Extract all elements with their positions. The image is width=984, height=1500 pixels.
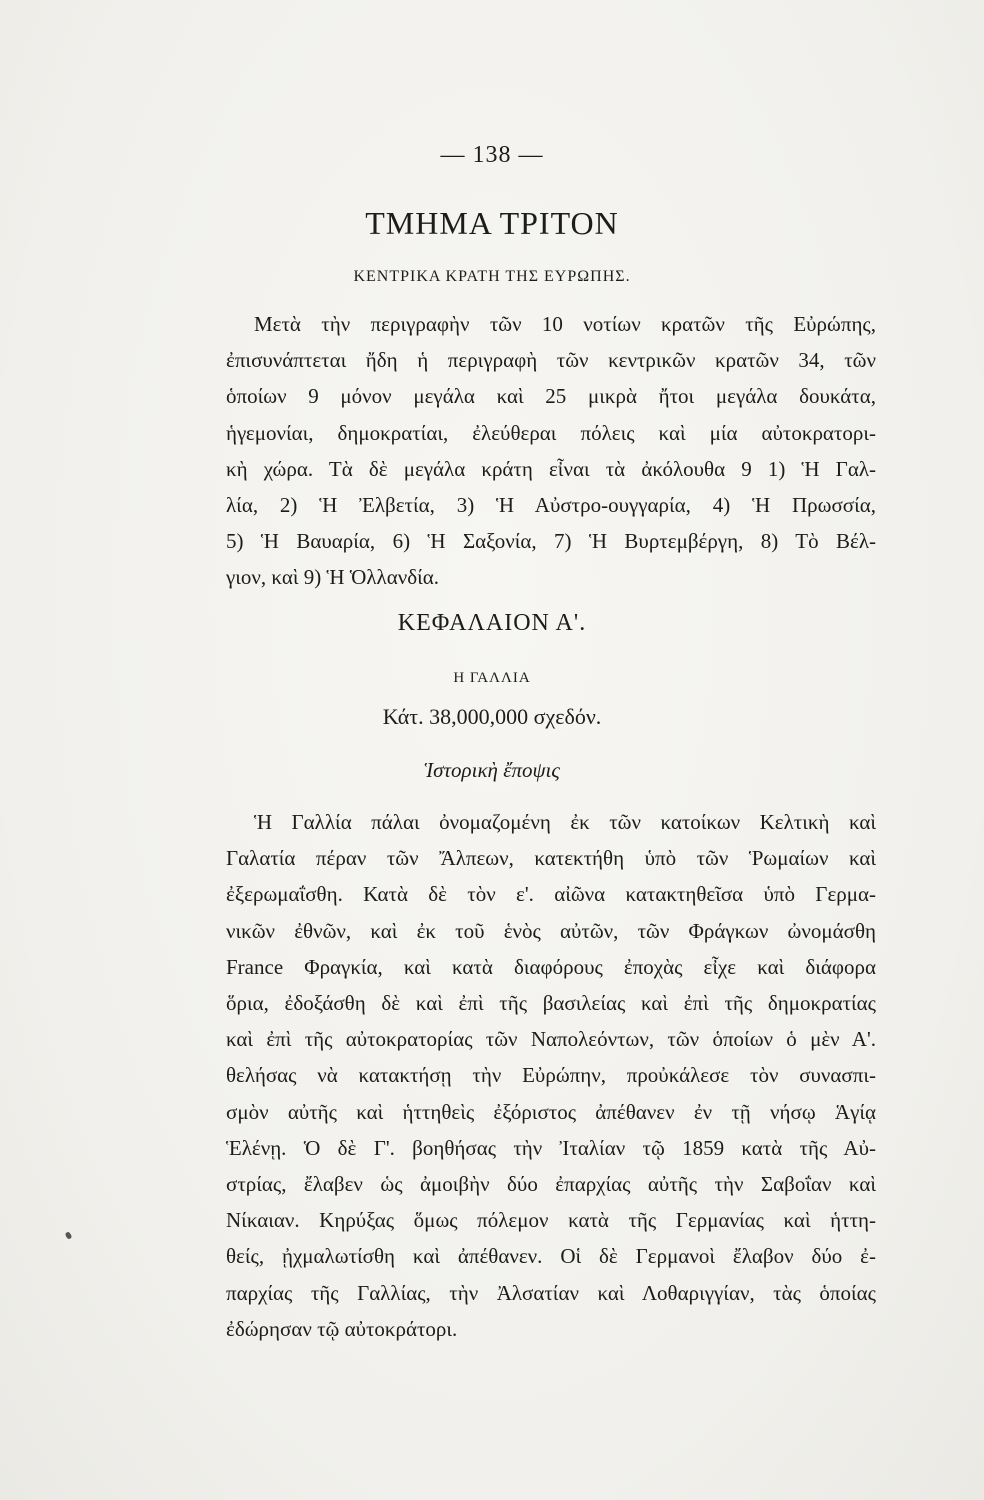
chapter-title: ΚΕΦΑΛΑΙΟΝ Α'. [397, 610, 587, 636]
history-line: Ἑλένῃ. Ὁ δὲ Γ'. βοηθήσας τὴν Ἰταλίαν τῷ 1859 κατὰ τῆς Αὐ- [226, 1135, 876, 1160]
history-line: νικῶν ἐθνῶν, καὶ ἐκ τοῦ ἑνὸς αὐτῶν, τῶν Φράγκων ὠνομάσθη [226, 918, 876, 943]
page-number: — 138 — [440, 142, 544, 168]
history-line: ἐξερωμαΐσθη. Κατὰ δὲ τὸν ε'. αἰῶνα κατακτηθεῖσα ὑπὸ Γερμα- [226, 882, 876, 907]
history-line: στρίας, ἔλαβεν ὡς ἀμοιβὴν δύο ἐπαρχίας αὐτῆς τὴν Σαβοΐαν καὶ [226, 1172, 876, 1197]
intro-paragraph [226, 306, 876, 596]
history-line: θελήσας νὰ κατακτήσῃ τὴν Εὐρώπην, προὐκάλεσε τὸν συνασπι- [226, 1063, 876, 1088]
intro-line: κὴ χώρα. Τὰ δὲ μεγάλα κράτη εἶναι τὰ ἀκόλουθα 9 1) Ἡ Γαλ- [226, 456, 876, 481]
history-line: θείς, ᾐχμαλωτίσθη καὶ ἀπέθανεν. Οἱ δὲ Γερμανοὶ ἔλαβον δύο ἐ- [226, 1244, 876, 1269]
history-line: καὶ ἐπὶ τῆς αὐτοκρατορίας τῶν Ναπολεόντων, τῶν ὁποίων ὁ μὲν Α'. [226, 1027, 876, 1052]
history-line: Ἡ Γαλλία πάλαι ὀνομαζομένη ἐκ τῶν κατοίκων Κελτικὴ καὶ [254, 810, 876, 834]
section-subtitle: ΚΕΝΤΡΙΚΑ ΚΡΑΤΗ ΤΗΣ ΕΥΡΩΠΗΣ. [353, 268, 631, 285]
intro-line: γιον, καὶ 9) Ἡ Ὁλλανδία. [226, 565, 440, 590]
intro-line: 5) Ἡ Βαυαρία, 6) Ἡ Σαξονία, 7) Ἡ Βυρτεμβέργη, 8) Τὸ Βέλ- [226, 529, 876, 554]
ink-speck [65, 1231, 73, 1240]
intro-line: λία, 2) Ἡ Ἐλβετία, 3) Ἡ Αὐστρο-ουγγαρία, 4) Ἡ Πρωσσία, [226, 493, 876, 518]
intro-line: ὁποίων 9 μόνον μεγάλα καὶ 25 μικρὰ ἤτοι μεγάλα δουκάτα, [226, 384, 876, 409]
intro-line: ἡγεμονίαι, δημοκρατίαι, ἐλεύθεραι πόλεις καὶ μία αὐτοκρατορι- [226, 420, 876, 445]
history-line: ὅρια, ἐδοξάσθη δὲ καὶ ἐπὶ τῆς βασιλείας καὶ ἐπὶ τῆς δημοκρατίας [226, 991, 876, 1016]
history-line: Νίκαιαν. Κηρύξας ὅμως πόλεμον κατὰ τῆς Γερμανίας καὶ ἡττη- [226, 1208, 876, 1233]
history-line: παρχίας τῆς Γαλλίας, τὴν Ἀλσατίαν καὶ Λοθαριγγίαν, τὰς ὁποίας [226, 1280, 876, 1305]
history-line: σμὸν αὐτῆς καὶ ἡττηθεὶς ἐξόριστος ἀπέθανεν ἐν τῇ νήσῳ Ἁγίᾳ [226, 1099, 876, 1124]
history-subheading: Ἱστορικὴ ἔποψις [424, 758, 560, 782]
intro-line: Μετὰ τὴν περιγραφὴν τῶν 10 νοτίων κρατῶν τῆς Εὐρώπης, [254, 312, 876, 336]
population-line: Κάτ. 38,000,000 σχεδόν. [382, 704, 602, 729]
history-line: France Φραγκία, καὶ κατὰ διαφόρους ἐποχὰς εἶχε καὶ διάφορα [226, 954, 876, 979]
intro-line: ἐπισυνάπτεται ἤδη ἡ περιγραφὴ τῶν κεντρικῶν κρατῶν 34, τῶν [226, 348, 876, 373]
history-line: ἐδώρησαν τῷ αὐτοκράτορι. [226, 1316, 458, 1341]
history-line: Γαλατία πέραν τῶν Ἄλπεων, κατεκτήθη ὑπὸ τῶν Ῥωμαίων καὶ [226, 846, 876, 871]
history-paragraph [226, 804, 876, 1347]
section-title: ΤΜΗΜΑ ΤΡΙΤΟΝ [365, 205, 619, 241]
country-title: Η ΓΑΛΛΙΑ [453, 670, 531, 686]
